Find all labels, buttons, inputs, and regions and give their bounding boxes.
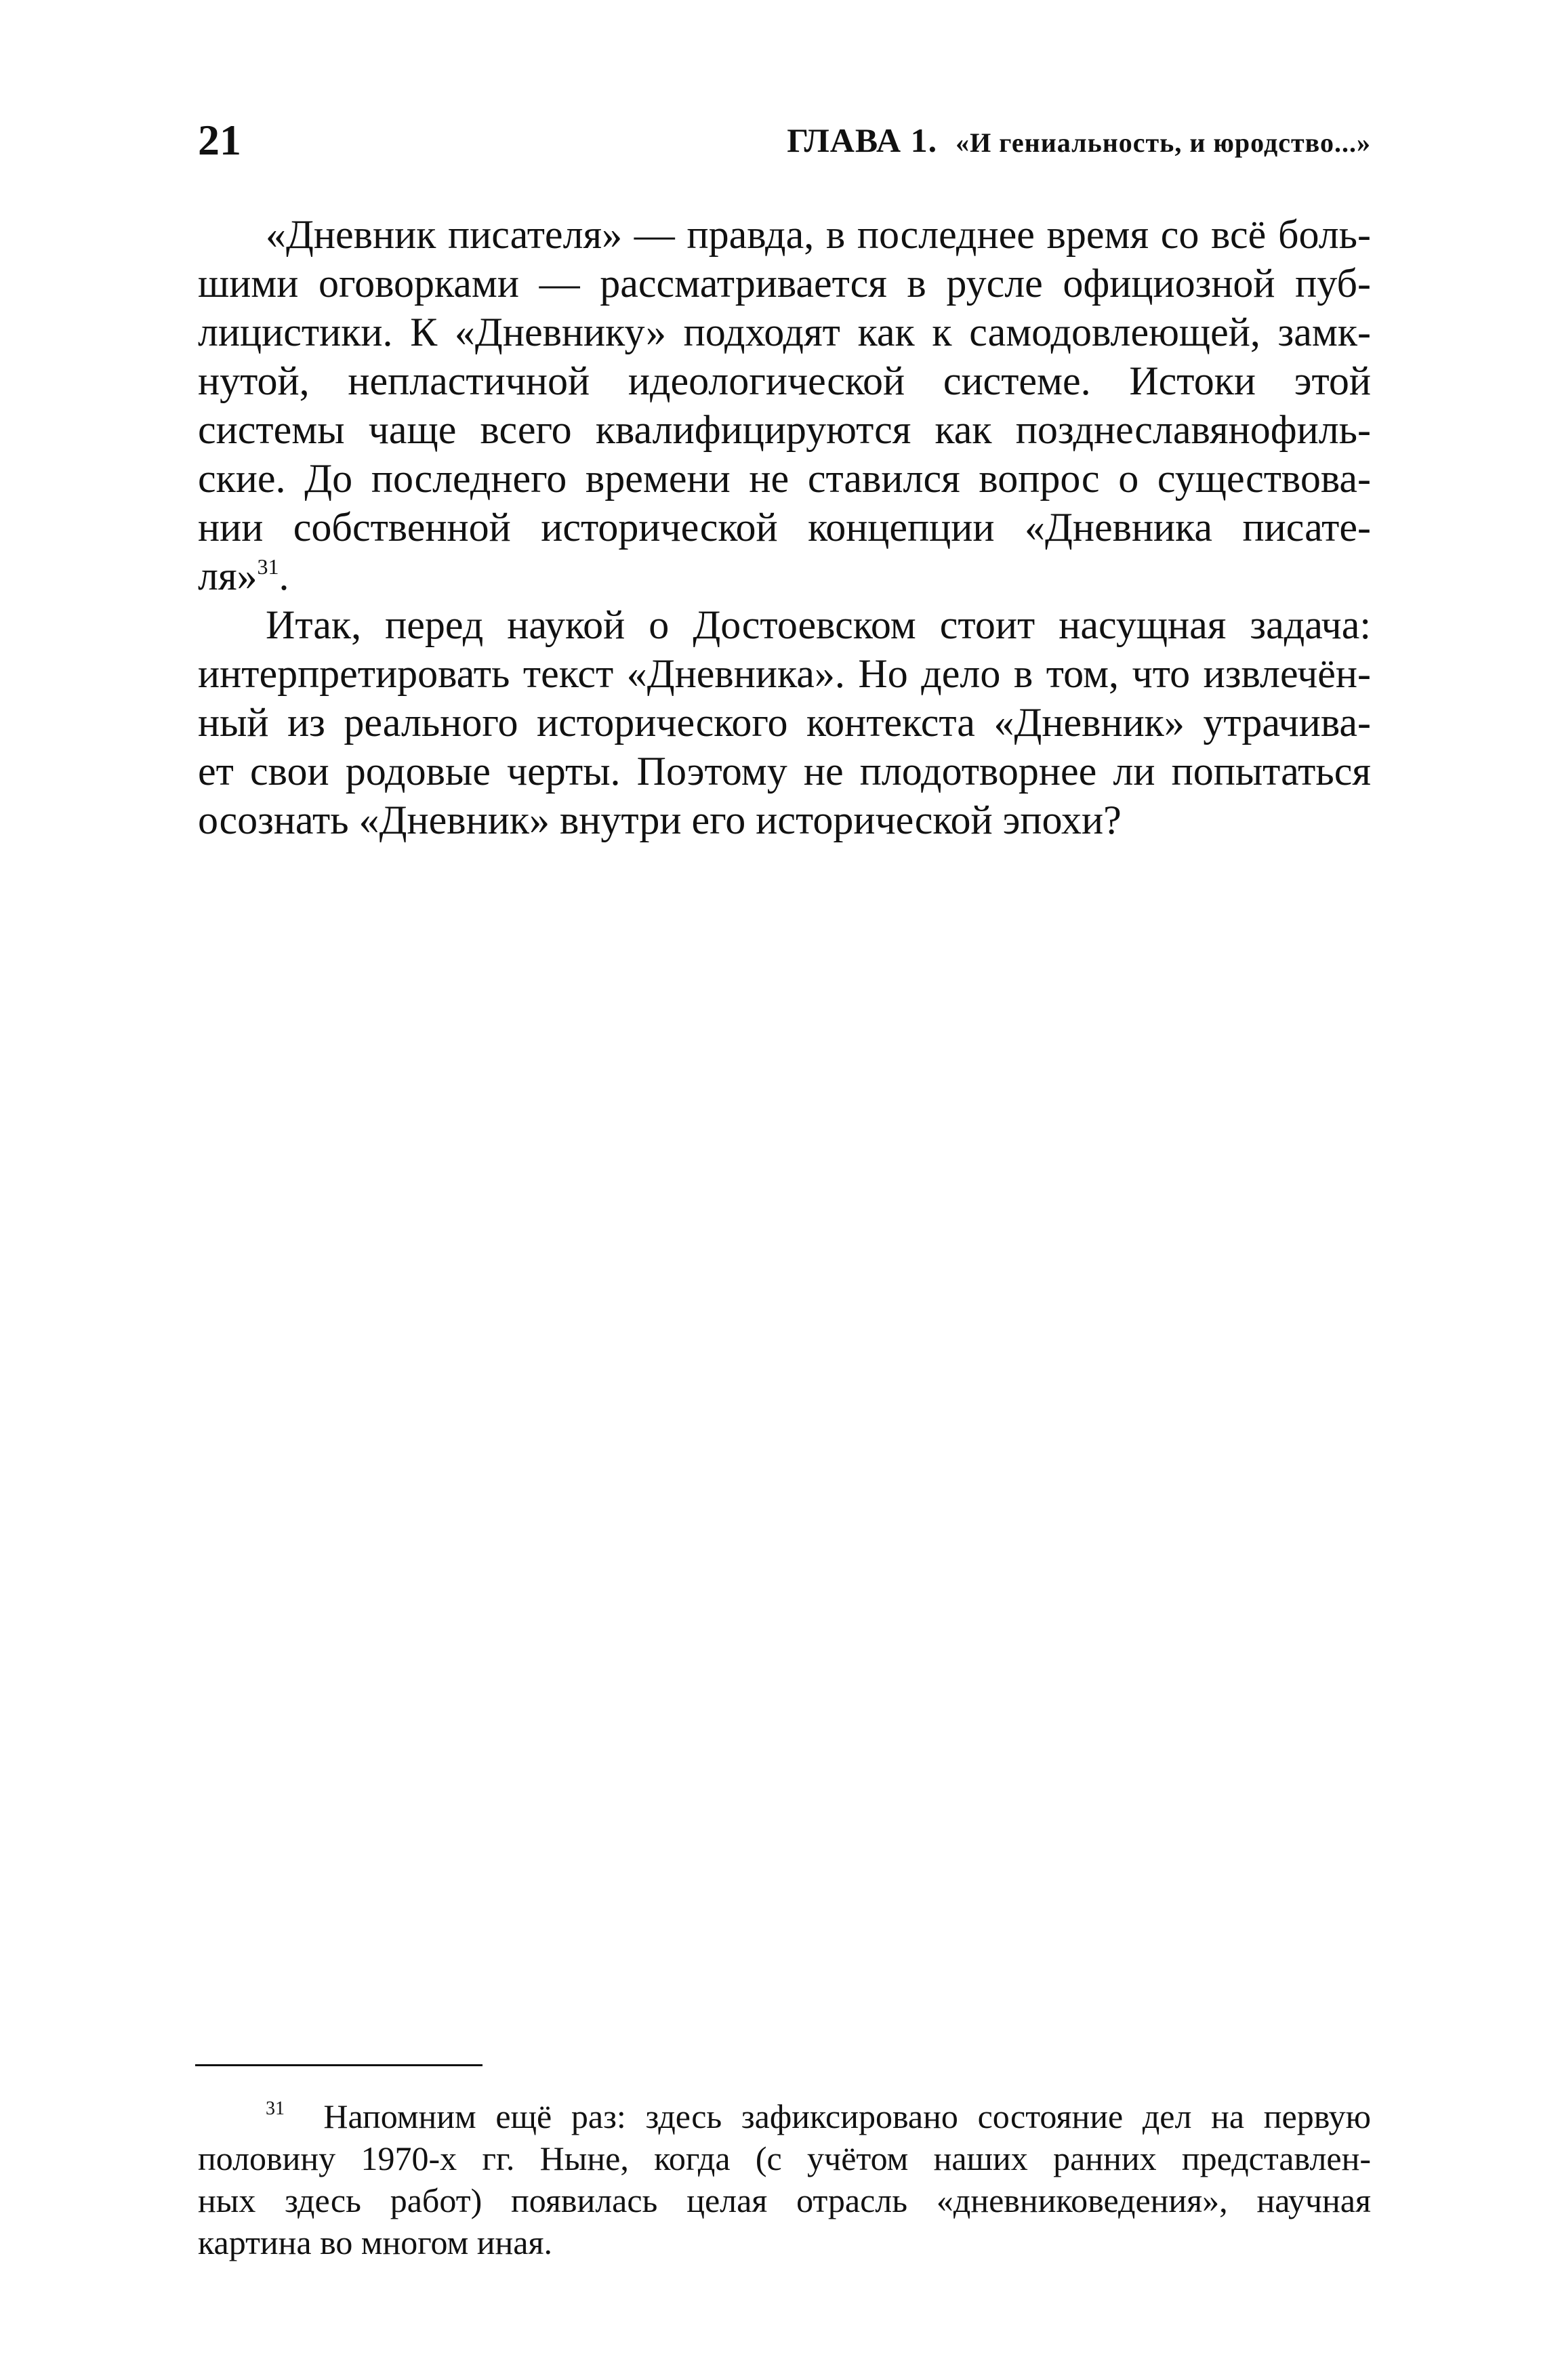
footnote	[198, 2095, 1371, 2263]
text-fragment: .	[279, 554, 289, 598]
text-line: «Дневник писателя» — правда, в последнее время со всё боль-	[266, 212, 1371, 257]
chapter-label: ГЛАВА 1.	[787, 121, 938, 159]
text-fragment: Напомним ещё раз: здесь зафиксировано состояние дел на первую	[323, 2097, 1371, 2135]
text-line: картина во многом иная.	[198, 2223, 552, 2261]
body-text	[198, 210, 1371, 844]
text-line: нии собственной исторической концепции «Дневника писате-	[198, 505, 1371, 550]
text-line: осознать «Дневник» внутри его исторической эпохи?	[198, 798, 1122, 842]
text-fragment: ля»	[198, 554, 258, 598]
footnote-ref[interactable]: 31	[257, 554, 279, 579]
text-line: системы чаще всего квалифицируются как позднеславянофиль-	[198, 407, 1371, 452]
text-line: ет свои родовые черты. Поэтому не плодотворнее ли попытаться	[198, 749, 1371, 794]
text-line	[198, 2095, 1371, 2137]
text-line: ские. До последнего времени не ставился вопрос о существова-	[198, 456, 1371, 501]
text-line: ных здесь работ) появилась целая отрасль «дневниковедения», научная	[198, 2181, 1371, 2219]
paragraph-2	[198, 600, 1371, 844]
running-header	[198, 115, 1371, 163]
chapter-heading	[787, 121, 1371, 160]
paragraph-1	[198, 210, 1371, 600]
text-line: половину 1970-х гг. Ныне, когда (с учётом наших ранних представлен-	[198, 2139, 1371, 2177]
text-line: Итак, перед наукой о Достоевском стоит насущная задача:	[266, 602, 1371, 647]
text-line: нутой, непластичной идеологической системе. Истоки этой	[198, 358, 1371, 403]
text-line: ный из реального исторического контекста «Дневник» утрачива-	[198, 700, 1371, 745]
page-number: 21	[198, 116, 241, 164]
text-line	[198, 552, 1371, 600]
text-line: лицистики. К «Дневнику» подходят как к самодовлеющей, замк-	[198, 310, 1371, 354]
text-line: интерпретировать текст «Дневника». Но дело в том, что извлечён-	[198, 651, 1371, 696]
footnote-divider	[195, 2064, 483, 2066]
text-line: шими оговорками — рассматривается в русле официозной пуб-	[198, 261, 1371, 306]
chapter-title: «И гениальность, и юродство...»	[956, 127, 1371, 158]
footnote-number: 31	[266, 2098, 285, 2119]
